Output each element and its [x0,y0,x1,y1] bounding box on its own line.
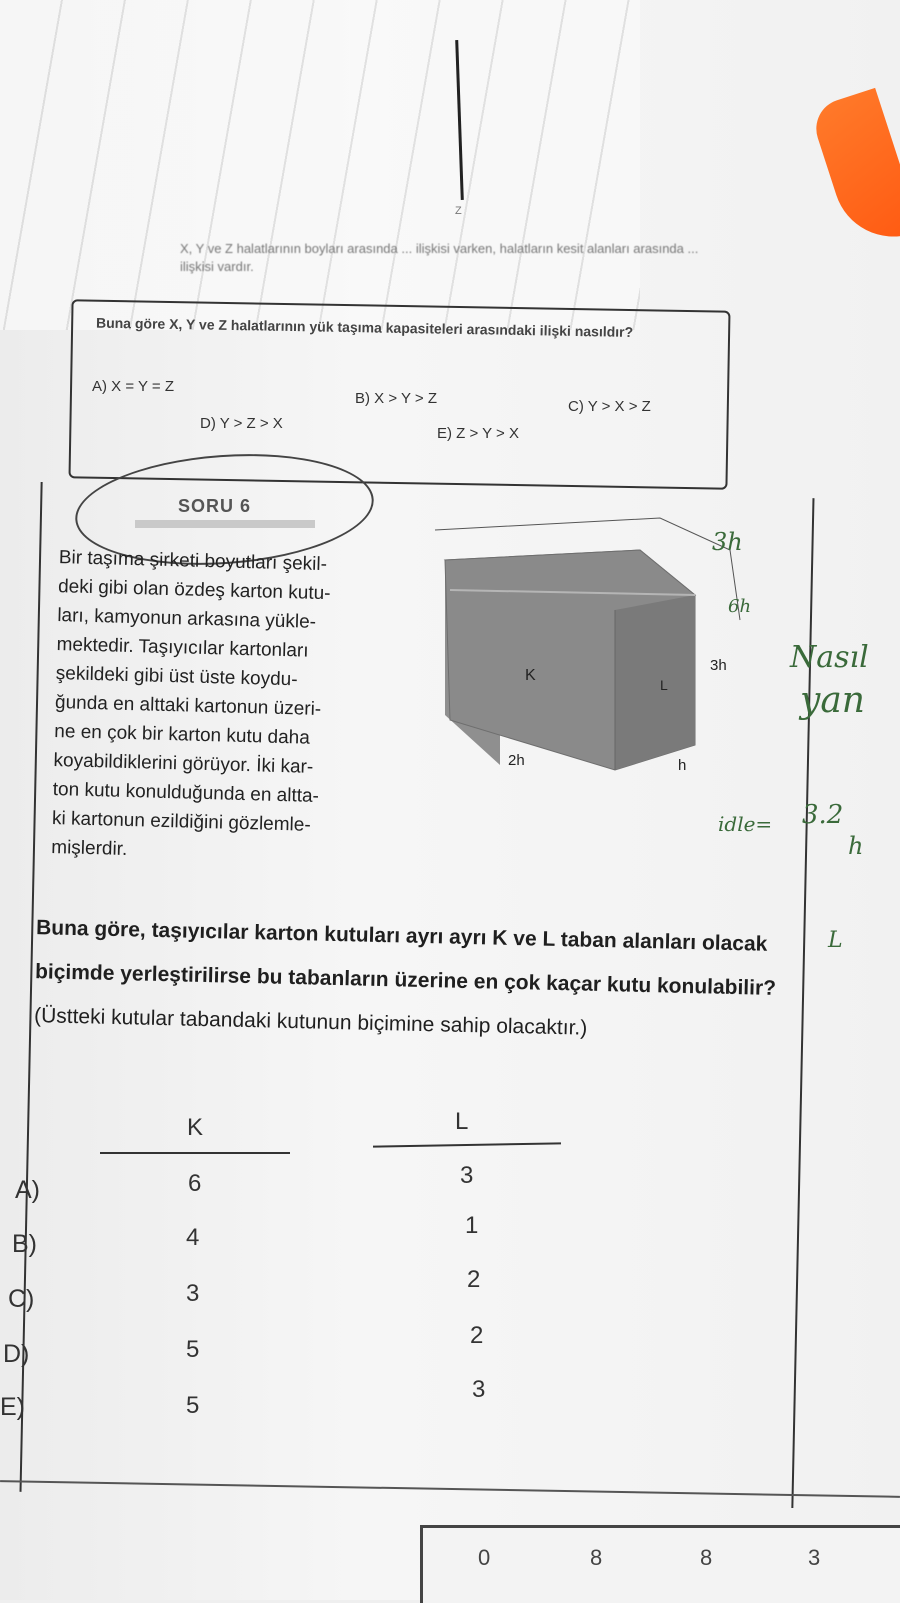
handwritten-3h: 3h [712,528,743,556]
handwritten-nasil: Nasıl [790,640,869,675]
question-text [34,906,817,1056]
option-b-label[interactable]: B) [12,1230,37,1258]
handwritten-ratio: 3.2 [802,800,844,830]
option-a-label[interactable]: A) [15,1176,40,1204]
option-a-l: 3 [460,1162,474,1189]
option-c-l: 2 [467,1266,481,1293]
previous-question-fragment: X, Y ve Z halatlarının boyları arasında ... ilişkisi varken, halatların kesit alanları arasında ... ilişkisi vardır. [180,241,699,274]
col-header-l: L [455,1108,469,1135]
question-note: (Üstteki kutular tabandaki kutunun biçimine sahip olacaktır.) [33,1004,588,1040]
bottom-digit-3: 8 [700,1545,713,1570]
question-main: Buna göre, taşıyıcılar karton kutuları ayrı ayrı K ve L taban alanları olacak biçimde yerleştirilirse bu tabanların üzerine en çok kaçar kutu konulabilir? [34,916,777,1000]
face-l-label: L [660,677,668,693]
bottom-answer-strip [420,1525,900,1603]
prev-option-e: E) Z > Y > X [437,425,519,442]
face-k-label: K [525,667,536,684]
handwritten-idle: idle= [718,812,773,836]
bottom-digit-1: 0 [478,1545,491,1570]
dim-width-label: 2h [508,752,525,769]
option-d-l: 2 [470,1322,484,1349]
prev-option-b: B) X > Y > Z [355,390,437,407]
box-side-face-l [615,595,695,770]
answer-table [0,1100,900,1460]
header-rule-l [373,1142,561,1147]
soru-number: SORU 6 [178,496,252,516]
option-d-k: 5 [186,1336,200,1363]
bottom-digit-4: 3 [808,1545,821,1570]
dim-depth-label: h [678,757,687,774]
carton-box-figure [430,500,760,800]
rope-z-label: Z [455,205,462,217]
question-stem: Bir taşıma şirketi boyutları şekil- deki gibi olan özdeş karton kutu- ları, kamyonun arkasına yükle- mektedir. Taşıyıcılar kartonları şekildeki gibi üst üste koydu- ğunda en alttaki kartonun üzeri- ne en çok bir karton kutu daha koyabildiklerini görüyor. İki kar- ton kutu konulduğunda en altta- ki kartonun ezildiğini gözlemle- mişlerdir. [50,547,331,860]
option-a-k: 6 [188,1170,202,1197]
option-c-label[interactable]: C) [8,1285,35,1313]
option-b-k: 4 [186,1224,200,1251]
header-rule-k [100,1152,290,1154]
prev-option-c: C) Y > X > Z [568,398,651,415]
handwritten-6h: 6h [728,596,752,617]
option-e-k: 5 [186,1392,200,1419]
handwritten-yan: yan [800,680,865,721]
handwritten-h: h [848,832,864,860]
dim-height-label: 3h [710,657,727,674]
option-e-label[interactable]: E) [0,1393,25,1421]
option-d-label[interactable]: D) [3,1340,30,1368]
option-e-l: 3 [472,1376,486,1403]
previous-question-text: Buna göre X, Y ve Z halatlarının yük taşıma kapasiteleri arasındaki ilişki nasıldır? [95,314,634,340]
handwritten-l: L [828,928,843,953]
col-header-k: K [187,1114,204,1141]
option-b-l: 1 [465,1212,479,1239]
bottom-digit-2: 8 [590,1545,603,1570]
option-c-k: 3 [186,1280,200,1307]
prev-option-a: A) X = Y = Z [92,378,174,395]
background-notebook [0,0,640,330]
prev-option-d: D) Y > Z > X [200,415,283,432]
